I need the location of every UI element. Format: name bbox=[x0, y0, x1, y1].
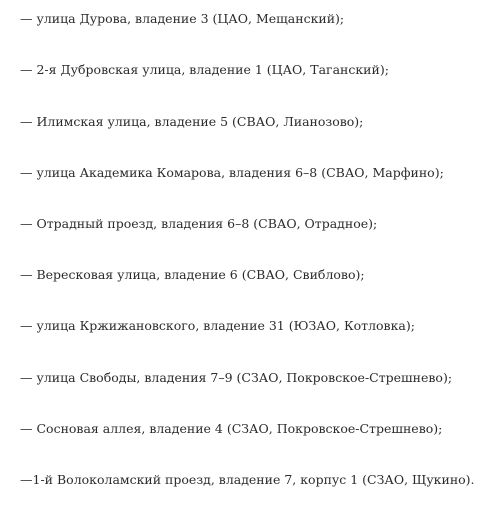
list-item: — улица Кржижановского, владение 31 (ЮЗАО, Котловка); bbox=[20, 318, 415, 333]
list-item: — улица Свободы, владения 7–9 (СЗАО, Покровское-Стрешнево); bbox=[20, 370, 453, 385]
list-item: — улица Академика Комарова, владения 6–8 (СВАО, Марфино); bbox=[20, 165, 444, 180]
list-item: — Отрадный проезд, владения 6–8 (СВАО, Отрадное); bbox=[20, 216, 378, 231]
list-item: — Вересковая улица, владение 6 (СВАО, Свиблово); bbox=[20, 267, 365, 282]
list-item: — 2-я Дубровская улица, владение 1 (ЦАО, Таганский); bbox=[20, 62, 389, 77]
list-item: — Сосновая аллея, владение 4 (СЗАО, Покровское-Стрешнево); bbox=[20, 421, 443, 436]
list-item: — Илимская улица, владение 5 (СВАО, Лианозово); bbox=[20, 114, 364, 129]
list-item: — улица Дурова, владение 3 (ЦАО, Мещанский); bbox=[20, 11, 345, 26]
list-item: —1-й Волоколамский проезд, владение 7, корпус 1 (СЗАО, Щукино). bbox=[20, 472, 475, 487]
